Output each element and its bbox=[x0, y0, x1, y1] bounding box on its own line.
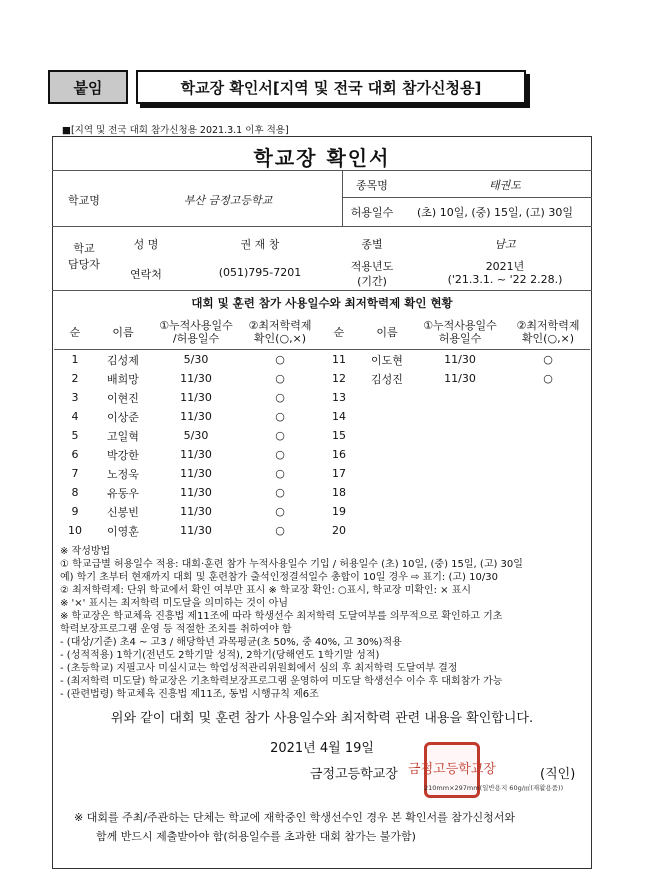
method-line: - (대상/기준) 초4 ~ 고3 / 해당학년 과목평균(초 50%, 중 40%, 고 30%)적용 bbox=[60, 637, 402, 648]
year-label-1: 적용년도 bbox=[350, 260, 394, 273]
method-line: ※ 학교장은 학교체육 진흥법 제11조에 따라 학생선수 최저학력 도달여부를 의무적으로 확인하고 기초 bbox=[60, 611, 503, 622]
phone-label: 연락처 bbox=[130, 268, 162, 281]
row-name: 이상준 bbox=[107, 410, 139, 424]
table-row bbox=[54, 426, 590, 445]
method-line: - (최저학력 미도달) 학교장은 기초학력보장프로그램 운영하여 미도달 학생선수 이수 후 대회참가 가능 bbox=[60, 676, 503, 687]
row-days: 11/30 bbox=[180, 448, 212, 461]
col-name: 이름 bbox=[376, 325, 398, 339]
row-name: 고일혁 bbox=[107, 429, 139, 443]
row-no: 3 bbox=[71, 391, 79, 404]
year-label-2: (기간) bbox=[357, 275, 387, 288]
event-label: 종목명 bbox=[356, 179, 388, 192]
row-name: 신봉빈 bbox=[107, 505, 139, 519]
principal-title: 금정고등학교장 bbox=[310, 767, 398, 782]
confirmation-text: 위와 같이 대회 및 훈련 참가 사용일수와 최저학력 관련 내용을 확인합니다. bbox=[110, 711, 534, 726]
row-no: 16 bbox=[332, 448, 346, 461]
row-days bbox=[414, 502, 506, 521]
school-label: 학교명 bbox=[68, 194, 100, 207]
header-title: 학교장 확인서[지역 및 전국 대회 참가신청용] bbox=[136, 70, 526, 104]
row-days: 5/30 bbox=[183, 429, 209, 442]
method-line: - (초등학교) 지필고사 미실시교는 학업성적관리위원회에서 심의 후 최저학력 도달여부 결정 bbox=[60, 663, 458, 674]
official-seal: 금정고등학교장 bbox=[424, 742, 480, 798]
row-name: 박강한 bbox=[107, 448, 139, 462]
table-row bbox=[54, 407, 590, 426]
row-days: 5/30 bbox=[183, 353, 209, 366]
row-no: 7 bbox=[71, 467, 79, 480]
row-days bbox=[414, 464, 506, 483]
method-notes bbox=[60, 545, 523, 701]
school-value: 부산 금정고등학교 bbox=[183, 194, 273, 207]
table-row bbox=[54, 445, 590, 464]
row-days: 11/30 bbox=[180, 505, 212, 518]
row-days bbox=[414, 426, 506, 445]
row-academic: ○ bbox=[275, 391, 285, 404]
row-academic bbox=[506, 445, 590, 464]
table-row bbox=[54, 502, 590, 521]
col-no: 순 bbox=[333, 325, 345, 339]
row-no: 8 bbox=[71, 486, 79, 499]
row-name bbox=[360, 388, 414, 407]
row-days: 11/30 bbox=[180, 467, 212, 480]
paper-spec: 210mm×297mm(일반용지 60g/㎡(재활용품)) bbox=[424, 784, 564, 792]
allowed-days-value: (초) 10일, (중) 15일, (고) 30일 bbox=[417, 206, 573, 219]
row-academic: ○ bbox=[275, 372, 285, 385]
row-name: 유동우 bbox=[107, 486, 139, 500]
row-no: 14 bbox=[332, 410, 346, 423]
footer-note bbox=[74, 808, 515, 846]
divider bbox=[342, 197, 592, 198]
col-academic: ②최저학력제 확인(○,×) bbox=[516, 319, 580, 345]
row-days: 11/30 bbox=[180, 486, 212, 499]
row-academic: ○ bbox=[275, 353, 285, 366]
row-academic: ○ bbox=[543, 353, 553, 366]
method-line: - (관련법령) 학교체육 진흥법 제11조, 동법 시행규칙 제6조 bbox=[60, 689, 319, 700]
col-days: ①누적사용일수 허용일수 bbox=[423, 319, 497, 345]
row-no: 19 bbox=[332, 505, 346, 518]
applicability-note: ■[지역 및 전국 대회 참가신청용 2021.3.1 이후 적용] bbox=[62, 125, 289, 136]
confirmation-date: 2021년 4월 19일 bbox=[270, 741, 374, 756]
table-row bbox=[54, 369, 590, 388]
row-days: 11/30 bbox=[180, 524, 212, 537]
row-name bbox=[360, 426, 414, 445]
row-name: 김성진 bbox=[371, 372, 403, 386]
row-academic bbox=[506, 464, 590, 483]
divider bbox=[52, 170, 592, 171]
row-days bbox=[414, 483, 506, 502]
contact-label-2: 담당자 bbox=[68, 258, 100, 271]
gender-label: 종별 bbox=[361, 238, 383, 251]
gender-value: 남고 bbox=[494, 238, 516, 251]
table-row bbox=[54, 521, 590, 540]
row-academic bbox=[506, 426, 590, 445]
col-name: 이름 bbox=[112, 325, 134, 339]
row-no: 20 bbox=[332, 524, 346, 537]
seal-note: (직인) bbox=[540, 767, 576, 782]
row-academic bbox=[506, 388, 590, 407]
row-name: 노정욱 bbox=[107, 467, 139, 481]
row-no: 1 bbox=[71, 353, 79, 366]
row-days bbox=[414, 445, 506, 464]
row-name: 배희망 bbox=[107, 372, 139, 386]
row-name bbox=[360, 502, 414, 521]
row-academic bbox=[506, 407, 590, 426]
method-line: ① 학교급별 허용일수 적용: 대회·훈련 참가 누적사용일수 기입 / 허용일수 (초) 10일, (중) 15일, (고) 30일 bbox=[60, 559, 523, 570]
method-line: 학력보장프로그램 운영 등 적절한 조치를 취하여야 함 bbox=[60, 624, 292, 635]
row-name bbox=[360, 464, 414, 483]
name-value: 권 재 창 bbox=[240, 238, 280, 251]
divider bbox=[52, 226, 592, 227]
document-title: 학교장 확인서 bbox=[253, 146, 391, 170]
row-academic: ○ bbox=[275, 410, 285, 423]
col-days: ①누적사용일수 /허용일수 bbox=[159, 319, 233, 345]
allowed-days-label: 허용일수 bbox=[350, 206, 394, 219]
method-line: ※ 작성방법 bbox=[60, 546, 111, 557]
status-title: 대회 및 훈련 참가 사용일수와 최저학력제 확인 현황 bbox=[191, 296, 453, 310]
col-academic: ②최저학력제 확인(○,×) bbox=[248, 319, 312, 345]
row-academic: ○ bbox=[275, 505, 285, 518]
row-name: 이현진 bbox=[107, 391, 139, 405]
row-days bbox=[414, 407, 506, 426]
row-academic: ○ bbox=[275, 467, 285, 480]
row-no: 4 bbox=[71, 410, 79, 423]
row-no: 18 bbox=[332, 486, 346, 499]
footer-line-2: 함께 반드시 제출받아야 함(허용일수를 초과한 대회 참가는 불가함) bbox=[96, 830, 416, 843]
row-academic: ○ bbox=[275, 429, 285, 442]
row-name: 이영훈 bbox=[107, 524, 139, 538]
table-row bbox=[54, 388, 590, 407]
method-line: 예) 학기 초부터 현재까지 대회 및 훈련참가 출석인정결석일수 총합이 10일 경우 ⇨ 표기: (고) 10/30 bbox=[60, 572, 498, 583]
row-academic: ○ bbox=[275, 524, 285, 537]
year-value-1: 2021년 bbox=[485, 260, 525, 273]
row-days bbox=[414, 521, 506, 540]
method-line: - (성적적용) 1학기(전년도 2학기말 성적), 2학기(당해연도 1학기말 성적) bbox=[60, 650, 380, 661]
event-value: 태권도 bbox=[489, 179, 521, 192]
row-days bbox=[414, 388, 506, 407]
status-table bbox=[54, 315, 590, 540]
divider bbox=[52, 290, 592, 291]
row-academic bbox=[506, 521, 590, 540]
row-no: 15 bbox=[332, 429, 346, 442]
method-line: ※ '×' 표시는 최저학력 미도달을 의미하는 것이 아님 bbox=[60, 598, 289, 609]
table-row bbox=[54, 350, 590, 370]
row-days: 11/30 bbox=[444, 353, 476, 366]
row-no: 10 bbox=[68, 524, 82, 537]
row-name bbox=[360, 521, 414, 540]
phone-value: (051)795-7201 bbox=[218, 266, 302, 279]
row-name bbox=[360, 445, 414, 464]
row-name bbox=[360, 407, 414, 426]
row-days: 11/30 bbox=[180, 410, 212, 423]
row-no: 9 bbox=[71, 505, 79, 518]
row-academic: ○ bbox=[275, 486, 285, 499]
row-days: 11/30 bbox=[180, 372, 212, 385]
row-no: 12 bbox=[332, 372, 346, 385]
table-header-row bbox=[54, 315, 590, 350]
name-label: 성 명 bbox=[133, 238, 159, 251]
method-line: ② 최저학력제: 단위 학교에서 확인 여부만 표시 ※ 학교장 확인: ○표시, 학교장 미확인: × 표시 bbox=[60, 585, 472, 596]
table-row bbox=[54, 464, 590, 483]
table-row bbox=[54, 483, 590, 502]
row-academic bbox=[506, 502, 590, 521]
row-days: 11/30 bbox=[180, 391, 212, 404]
footer-line-1: ※ 대회를 주최/주관하는 단체는 학교에 재학중인 학생선수인 경우 본 확인서를 참가신청서와 bbox=[74, 811, 516, 824]
row-no: 11 bbox=[332, 353, 346, 366]
row-academic: ○ bbox=[275, 448, 285, 461]
row-name: 김성제 bbox=[107, 353, 139, 367]
year-value-2: ('21.3.1. ~ '22 2.28.) bbox=[447, 273, 563, 286]
row-no: 13 bbox=[332, 391, 346, 404]
col-no: 순 bbox=[69, 325, 81, 339]
attachment-tag: 붙임 bbox=[48, 70, 128, 104]
row-academic bbox=[506, 483, 590, 502]
row-name: 이도현 bbox=[371, 353, 403, 367]
divider bbox=[342, 170, 343, 226]
contact-label-1: 학교 bbox=[73, 242, 95, 255]
row-no: 5 bbox=[71, 429, 79, 442]
row-no: 2 bbox=[71, 372, 79, 385]
row-academic: ○ bbox=[543, 372, 553, 385]
row-days: 11/30 bbox=[444, 372, 476, 385]
row-no: 17 bbox=[332, 467, 346, 480]
row-name bbox=[360, 483, 414, 502]
row-no: 6 bbox=[71, 448, 79, 461]
